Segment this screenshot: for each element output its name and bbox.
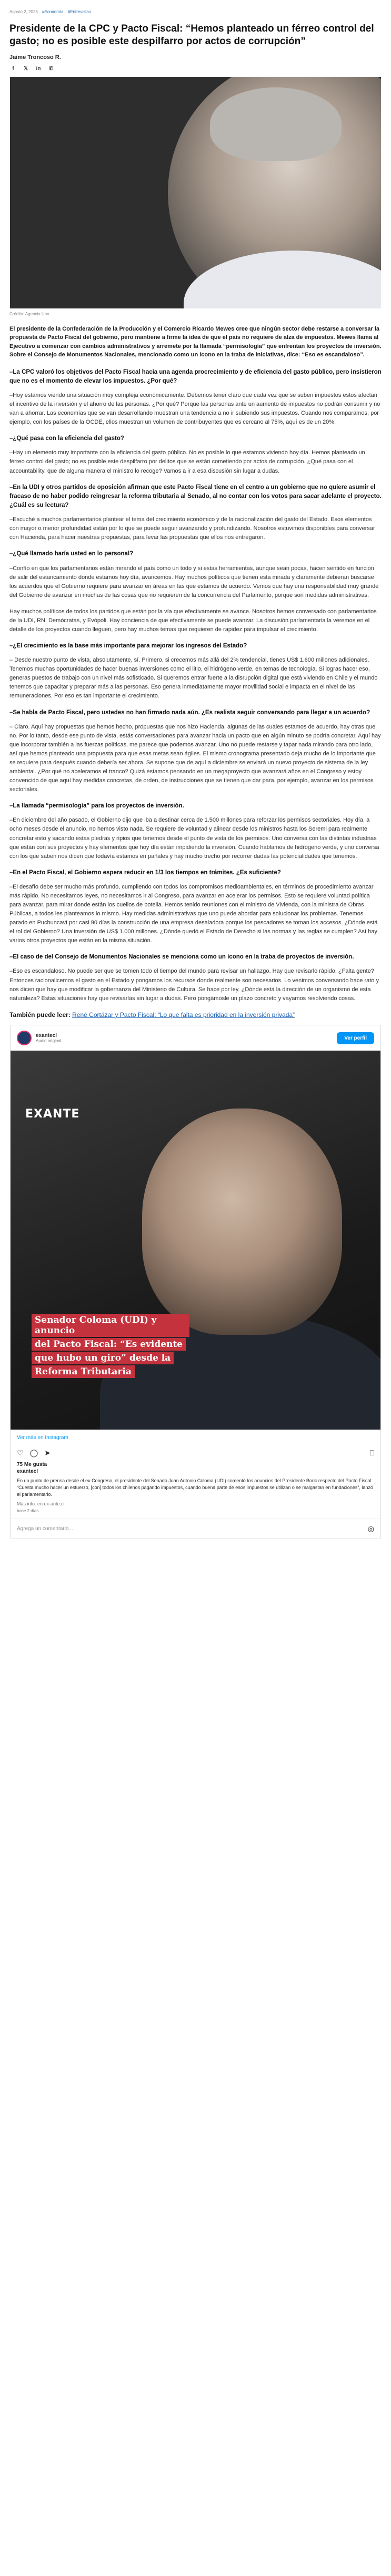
instagram-icon[interactable]: ◎ — [367, 1524, 374, 1533]
ig-comment-input[interactable]: Agrega un comentario... — [17, 1526, 73, 1532]
answer: – Desde nuestro punto de vista, absolutamente, sí. Primero, si crecemos más allá del 2% tendencial, tienes US$ 1.600 millones adicionales. Tenemos muchas oportunidades de hacer buenas inversiones como el litio, el hidrógeno verde, en temas de tecnología. Si logras hacer eso, generas puestos de trabajo con un nivel más sofisticado. Si queremos entrar fuerte a la disrupción digital que está viviendo en Chile y el mundo tenemos que capacitar y preparar más a las personas. Eso genera inmediatamente mayor movilidad social e impacta en el nivel de las remuneraciones. Por eso es tan importante el crecimiento. — [9, 657, 378, 700]
overlay-line: del Pacto Fiscal: “Es evidente — [32, 1338, 186, 1351]
answer: –Confío en que los parlamentarios están mirando el país como un todo y si estas herramientas, aunque sean pocas, hacen sentido en función de salir del estancamiento donde estamos hoy día, avancemos. Hay muchos políticos que tienen esta mirada y claramente debieran buscarse los acuerdos que el Gobierno requiere para avanzar en áreas en las que estamos de acuerdo. Vemos que hay una responsabilidad muy grande del Gobierno de avanzar en muchas de las cosas que no requieren de la concurrencia del Parlamento, porque son medidas administrativas. — [9, 565, 379, 598]
heart-icon[interactable]: ♡ — [17, 1449, 24, 1457]
related-link[interactable]: René Cortázar y Pacto Fiscal: “Lo que falta es prioridad en la inversión privada” — [72, 1011, 295, 1019]
answer: – Claro. Aquí hay propuestas que hemos hecho, propuestas que nos hizo Hacienda, algunas de las cuales estamos de acuerdo, hay otras que no. Por lo tanto, desde ese punto de vista, estás conversaciones para avanzar hacia un pacto que en algún minuto se podría concretar. Aquí hay que incorporar también a las fuerzas políticas, me parece que podemos avanzar. Uno no puede restarse y tapar nada mirando para otro lado, así que hemos planteado una propuesta para que esas metas sean ágiles. El mismo cronograma presentado deja mucho de lo importante que se requiere para después cuando debería ser ahora. Se supone que de aquí a diciembre se enviará un nuevo proyecto de sistema de la ley ambiental. ¿Por qué no aceleramos el tranco? Quizá estamos pensando en un megaproyecto que avanzará años en el Congreso y estoy convencido de que aquí hay medidas concretas, de orden, de instrucciones que se tienen que dar para, por ejemplo, avanzar en los permisos sectoriales. — [9, 723, 381, 793]
question: –En el Pacto Fiscal, el Gobierno espera reducir en 1/3 los tiempos en trámites. ¿Es suficiente? — [9, 869, 281, 876]
article-lead: El presidente de la Confederación de la Producción y el Comercio Ricardo Mewes cree que ningún sector debe restarse a conversar la propuesta de Pacto Fiscal del gobierno, pero mantiene a firme la idea de que el país no requiere de alza de impuestos. Mewes llama al Ejecutivo a comenzar con cambios administrativos y arremete por la llamada “permisología” que enfrentan los proyectos de inversión. Sobre el Consejo de Monumentos Nacionales, mencionado como un ícono en la traba de iniciativas, dice: “Eso es escandaloso”. — [9, 325, 382, 358]
question: –La CPC valoró los objetivos del Pacto Fiscal hacia una agenda procrecimiento y de eficiencia del gasto público, pero insistieron que no es el momento de elevar los impuestos. ¿Por qué? — [9, 368, 382, 384]
share-bar — [9, 66, 382, 72]
instagram-embed — [10, 1025, 381, 1539]
ig-view-profile-button[interactable]: Ver perfil — [337, 1032, 374, 1044]
ig-owner[interactable]: exantecl — [17, 1469, 38, 1475]
question: –¿Qué pasa con la eficiencia del gasto? — [9, 435, 124, 442]
ig-audio[interactable]: Audio original — [36, 1039, 62, 1044]
answer: –Eso es escandaloso. No puede ser que se tomen todo el tiempo del mundo para revisar un hallazgo. Hay que revisarlo rápido. ¿Falta gente? Entonces racionalicemos el gasto en el Estado y pongamos los recursos donde realmente son necesarios. Lo venimos conversando hace rato y nos dicen que hay que modificar la gobernanza del Ministerio de Cultura. Se hace por ley. ¿Dónde está la dirección de un organismo de esta naturaleza? Estas situaciones hay que revisarlas sin lugar a dudas. Pero pongámosle un plazo concreto y vayamos resolviendo cosas. — [9, 968, 379, 1002]
question: –¿El crecimiento es la base más importante para mejorar los ingresos del Estado? — [9, 643, 247, 650]
tag-entrevistas[interactable]: #Entrevistas — [67, 9, 91, 14]
overlay-line: que hubo un giro” desde la — [32, 1352, 174, 1364]
ig-more: Más info. en ex-ante.cl — [17, 1501, 65, 1507]
ig-actions — [11, 1444, 380, 1462]
question: –Se habla de Pacto Fiscal, pero ustedes no han firmado nada aún. ¿Es realista seguir conversando para llegar a un acuerdo? — [9, 709, 370, 716]
ig-date: hace 2 días — [17, 1509, 39, 1514]
tag-economia[interactable]: #Economía — [42, 9, 64, 14]
exante-logo: EXANTE — [25, 1107, 80, 1121]
answer: –Hoy estamos viendo una situación muy compleja económicamente. Debemos tener claro que cada vez que se suben impuestos estos afectan el incentivo de la inversión y el ahorro de las personas. ¿Por qué? Porque las personas ante un aumento de impuestos no podrán consumir y no van a ahorrar. Las economías que se van desarrollando muestran una tendencia a no ir subiendo sus impuestos. Cuando nos comparamos, por ejemplo, con los países de la OCDE, ellos muestran un volumen de contribuyentes que es cercano al 75%, aquí es de un 20%. — [9, 392, 380, 426]
question: –En la UDI y otros partidos de oposición afirman que este Pacto Fiscal tiene en el centro a un gobierno que no quiere asumir el fracaso de no haber podido reingresar la reforma tributaria al Senado, al no contar con los votos para sacar adelante el proyecto. ¿Cuál es su lectura? — [9, 484, 382, 509]
bookmark-icon[interactable]: ⎕ — [369, 1449, 374, 1457]
article-author[interactable]: Jaime Troncoso R. — [9, 54, 61, 61]
answer: –Escuché a muchos parlamentarios plantear el tema del crecimiento económico y de la racionalización del gasto del Estado. Esos elementos con mayor o menor profundidad están por lo que se puede seguir avanzando y profundizando. Nosotros estuvimos disponibles para conversar con Hacienda, para hacer nuestras propuestas, para levar las propuestas que ellos nos entregaron. — [9, 516, 375, 541]
twitter-icon[interactable]: 𝕏 — [23, 65, 28, 72]
article-meta — [9, 9, 382, 14]
overlay-line: Reforma Tributaria — [32, 1365, 135, 1378]
ig-comment-bar — [11, 1519, 380, 1539]
question: –¿Qué llamado haría usted en lo personal? — [9, 551, 134, 557]
ig-overlay-caption — [32, 1314, 189, 1379]
related-article — [9, 1011, 382, 1020]
article-date: Agosto 2, 2023 — [9, 9, 38, 14]
ig-view-more-link[interactable]: Ver más en Instagram — [11, 1430, 380, 1444]
ig-avatar[interactable] — [17, 1031, 32, 1045]
facebook-icon[interactable]: f — [12, 65, 14, 72]
related-prefix: También puede leer: — [9, 1011, 71, 1019]
ig-caption: En un punto de prensa desde el ex Congreso, el presidente del Senado Juan Antonio Coloma (UDI) comentó los anuncios del Presidente Boric respecto del Pacto Fiscal: “Cuesta mucho hacer un esfuerzo, [con] todos los chilenos pagando impuestos, cuando buena parte de esos impuestos se utilizan o se malgastan en fundaciones”, lanzó el parlamentario. — [17, 1478, 373, 1497]
answer: –El desafío debe ser mucho más profundo, cumpliendo con todos los compromisos medioambientales, en términos de procedimiento avanzar más rápido. No necesitamos leyes, no necesitamos ir al Congreso, para avanzar en acelerar los permisos. Esto se requiere voluntad política para avanzar, para mirar donde están los cuellos de botella. Hemos tenido reuniones con el ministro de Vivienda, con la ministra de Obras Públicas, a todos les planteamos lo mismo. Hay medidas administrativas que uno puede abordar para solucionar los problemas. Tenemos parado en Puchuncaví por casi 90 días la construcción de una empresa desaladora porque los pescadores se toman los accesos. ¿Dónde está el rol del Gobierno? Una inversión de US$ 1.000 millones. ¿Dónde quedó el Estado de Derecho si las normas y las reglas se cumplen? Así hay varios otros proyectos que están en la misma situación. — [9, 883, 378, 944]
photo-credit: Crédito: Agencia Uno — [9, 311, 49, 316]
question: –El caso de del Consejo de Monumentos Nacionales se menciona como un ícono en la traba de proyectos de inversión. — [9, 954, 354, 961]
ig-likes[interactable]: 75 Me gusta — [17, 1462, 47, 1468]
overlay-line: Senador Coloma (UDI) y anuncio — [32, 1314, 189, 1337]
linkedin-icon[interactable]: in — [36, 65, 41, 72]
ig-header — [11, 1025, 380, 1051]
ig-video[interactable] — [11, 1051, 380, 1430]
whatsapp-icon[interactable]: ✆ — [48, 65, 54, 72]
share-icon[interactable]: ➤ — [44, 1449, 51, 1457]
answer: Hay muchos políticos de todos los partidos que están por la vía que efectivamente se avance. Nosotros hemos conversado con parlamentarios de la UDI, RN, Demócratas, y Evópoli. Hay conciencia de que efectivamente se puede avanzar. La discusión parlamentaria la veremos en el detalle de los proyectos cuando lleguen, pero hay muchos temas que requieren de rapidez para impulsar el crecimiento. — [9, 608, 377, 633]
interview-body — [9, 368, 382, 1003]
question: –La llamada “permisología” para los proyectos de inversión. — [9, 803, 184, 810]
article-title: Presidente de la CPC y Pacto Fiscal: “Hemos planteado un férreo control del gasto; no es posible este despilfarro por actos de corrupción” — [9, 23, 374, 47]
hero-photo — [10, 77, 381, 308]
comment-icon[interactable]: ◯ — [29, 1449, 38, 1457]
ig-username[interactable]: exantecl — [36, 1033, 57, 1039]
answer: –Hay un elemento muy importante con la eficiencia del gasto público. No es posible lo que estamos viviendo hoy día. Hemos planteado un férreo control del gasto; no es posible este despilfarro por delitos que se están cometiendo por actos de corrupción. ¿Qué pasa con el accountability, que de alguna manera el ministro lo recoge? Vamos a ir a esa discusión sin lugar a dudas. — [9, 450, 365, 474]
answer: –En diciembre del año pasado, el Gobierno dijo que iba a destinar cerca de 1.500 millones para reforzar los permisos sectoriales. Hoy día, a ocho meses desde el anuncio, no hemos visto nada. Se requiere de voluntad y alinear desde los ministros hasta los Seremi para realmente concretar esto y sacando estas piedras y ripios que tenemos desde el punto de vista de los permisos. Uno conversa con las distintas industrias que están con sus proyectos y hay elementos que hoy día están impidiendo la inversión. Cuando hablamos de hidrógeno verde, y uno conversa con los que saben nos dicen que todavía estamos en pañales y hay mucho trecho por recorrer dadas las potencialidades que tenemos. — [9, 817, 379, 860]
